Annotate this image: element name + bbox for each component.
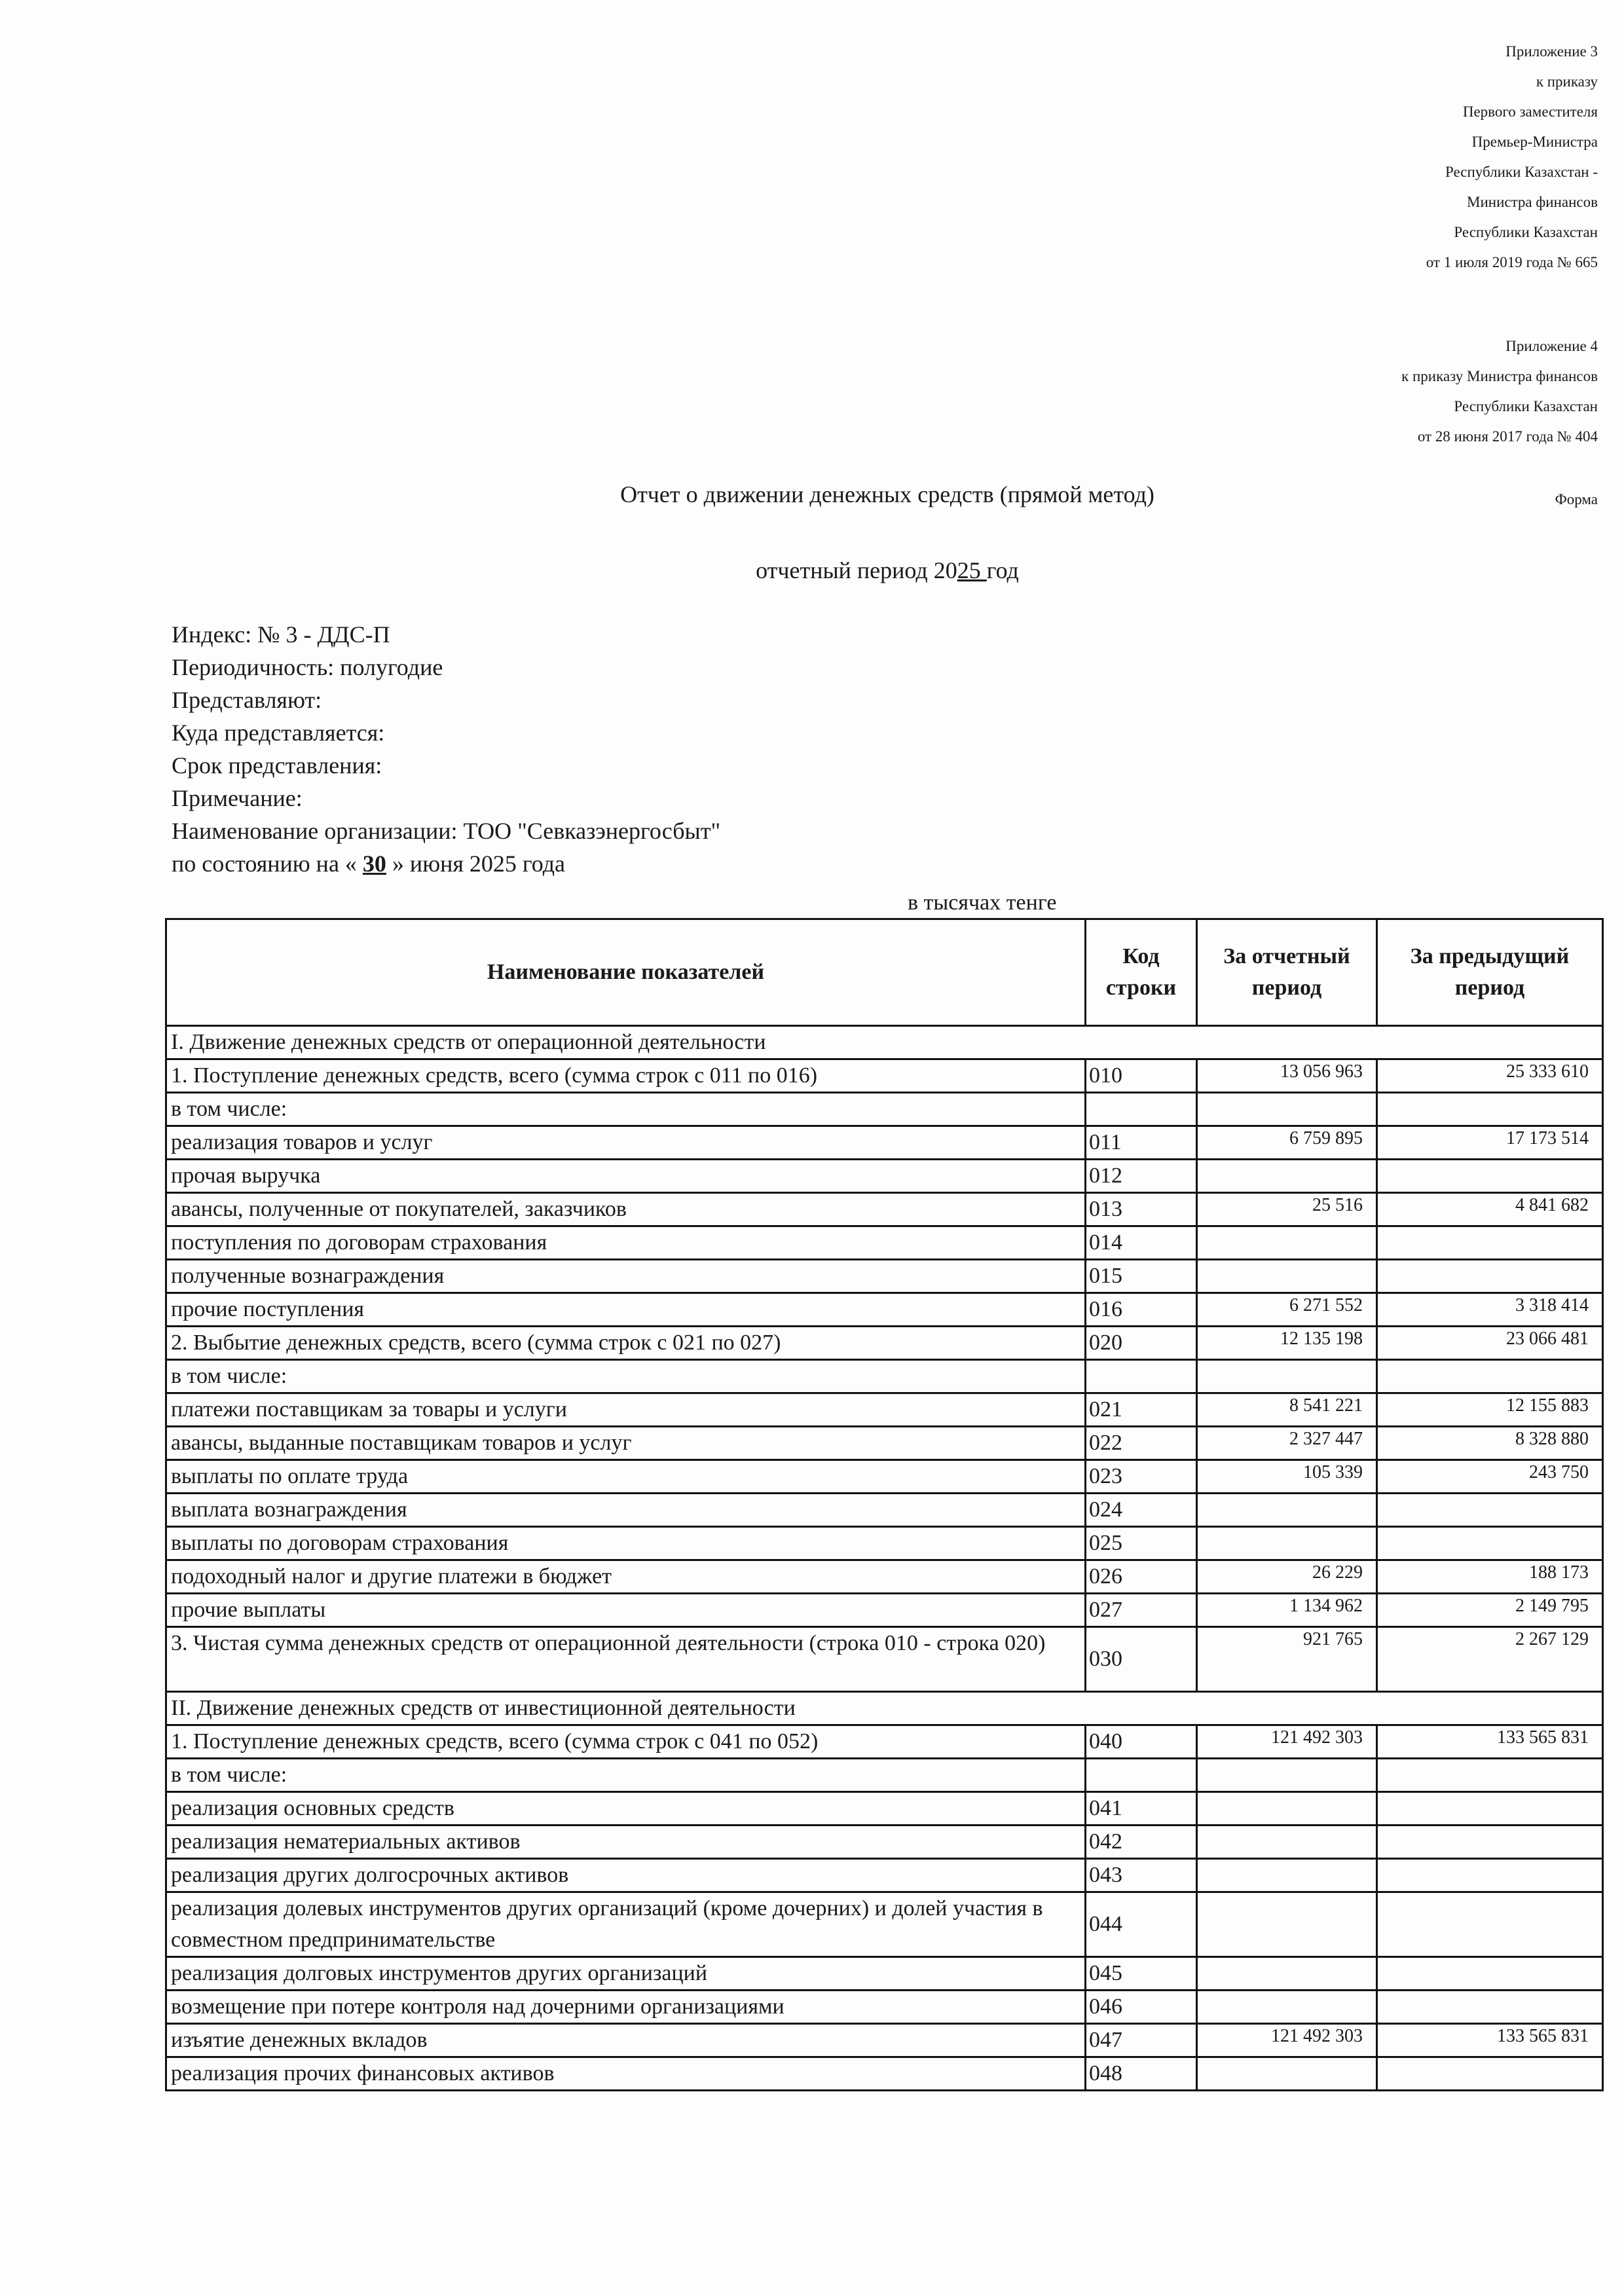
row-code: 012	[1086, 1160, 1197, 1193]
table-row	[166, 1126, 1603, 1160]
annex-3-line: Министра финансов	[1467, 194, 1598, 210]
row-current-value: 121 492 303	[1197, 1725, 1377, 1759]
row-current-value	[1197, 1792, 1377, 1826]
meta-date	[172, 847, 720, 880]
row-current-value: 8 541 221	[1197, 1393, 1377, 1427]
row-current-value: 25 516	[1197, 1193, 1377, 1226]
row-label: прочие поступления	[166, 1293, 1086, 1327]
row-code: 013	[1086, 1193, 1197, 1226]
meta-organization: Наименование организации: ТОО "Севказэнергосбыт"	[172, 818, 721, 844]
row-previous-value	[1377, 1226, 1603, 1260]
row-label: поступления по договорам страхования	[166, 1226, 1086, 1260]
row-label: реализация других долгосрочных активов	[166, 1859, 1086, 1892]
row-current-value	[1197, 1494, 1377, 1527]
row-previous-value	[1377, 1892, 1603, 1957]
row-previous-value	[1377, 1826, 1603, 1859]
row-current-value	[1197, 1160, 1377, 1193]
row-previous-value: 2 267 129	[1377, 1627, 1603, 1692]
header-previous: За предыдущий период	[1377, 919, 1603, 1026]
row-code: 011	[1086, 1126, 1197, 1160]
row-code: 043	[1086, 1859, 1197, 1892]
report-period	[0, 557, 1624, 584]
row-code: 015	[1086, 1260, 1197, 1293]
row-current-value: 921 765	[1197, 1627, 1377, 1692]
row-current-value: 6 759 895	[1197, 1126, 1377, 1160]
table-row	[166, 1892, 1603, 1957]
meta-periodicity: Периодичность: полугодие	[172, 654, 443, 680]
row-current-value: 2 327 447	[1197, 1427, 1377, 1460]
row-code: 044	[1086, 1892, 1197, 1957]
row-previous-value: 133 565 831	[1377, 2024, 1603, 2057]
row-current-value: 26 229	[1197, 1560, 1377, 1594]
table-row	[166, 1427, 1603, 1460]
row-label: реализация основных средств	[166, 1792, 1086, 1826]
row-label: в том числе:	[166, 1093, 1086, 1126]
row-code: 027	[1086, 1594, 1197, 1627]
row-previous-value: 3 318 414	[1377, 1293, 1603, 1327]
cash-flow-table	[165, 918, 1604, 2091]
row-code: 042	[1086, 1826, 1197, 1859]
period-prefix: отчетный период 20	[756, 557, 957, 583]
row-label: полученные вознаграждения	[166, 1260, 1086, 1293]
table-row	[166, 1826, 1603, 1859]
meta-note: Примечание:	[172, 785, 303, 811]
row-code: 023	[1086, 1460, 1197, 1494]
date-suffix: » июня 2025 года	[392, 851, 566, 877]
row-label: реализация долговых инструментов других организаций	[166, 1957, 1086, 1991]
table-row	[166, 1093, 1603, 1126]
row-label: возмещение при потере контроля над дочерними организациями	[166, 1991, 1086, 2024]
date-day: 30	[362, 851, 386, 877]
annex-3-line: Премьер-Министра	[1471, 134, 1598, 150]
header-code: Код строки	[1086, 919, 1197, 1026]
row-label: в том числе:	[166, 1360, 1086, 1393]
report-meta	[172, 618, 720, 880]
row-previous-value: 243 750	[1377, 1460, 1603, 1494]
row-current-value: 13 056 963	[1197, 1059, 1377, 1093]
table-row	[166, 1059, 1603, 1093]
row-current-value: 6 271 552	[1197, 1293, 1377, 1327]
annex-4-line: Приложение 4	[1505, 338, 1598, 354]
row-previous-value	[1377, 1792, 1603, 1826]
row-label: авансы, выданные поставщикам товаров и услуг	[166, 1427, 1086, 1460]
table-row	[166, 2024, 1603, 2057]
meta-submitters: Представляют:	[172, 687, 322, 713]
table-row	[166, 1792, 1603, 1826]
table-row	[166, 1360, 1603, 1393]
form-label: Форма	[1555, 491, 1598, 507]
row-current-value	[1197, 1360, 1377, 1393]
row-label: реализация товаров и услуг	[166, 1126, 1086, 1160]
row-previous-value	[1377, 2057, 1603, 2091]
row-label: выплаты по договорам страхования	[166, 1527, 1086, 1560]
table-row	[166, 1991, 1603, 2024]
annex-4-line: Республики Казахстан	[1454, 398, 1598, 414]
table-row	[166, 1327, 1603, 1360]
row-previous-value	[1377, 1991, 1603, 2024]
row-current-value	[1197, 1527, 1377, 1560]
header-current: За отчетный период	[1197, 919, 1377, 1026]
row-label: реализация долевых инструментов других организаций (кроме дочерних) и долей участия в совместном предпринимательстве	[166, 1892, 1086, 1957]
row-current-value	[1197, 1826, 1377, 1859]
row-previous-value: 4 841 682	[1377, 1193, 1603, 1226]
annex-3-line: от 1 июля 2019 года № 665	[1426, 254, 1598, 270]
annex-3-block	[1426, 37, 1598, 278]
row-previous-value: 17 173 514	[1377, 1126, 1603, 1160]
row-previous-value: 23 066 481	[1377, 1327, 1603, 1360]
row-label: 3. Чистая сумма денежных средств от операционной деятельности (строка 010 - строка 020)	[166, 1627, 1086, 1692]
row-current-value: 121 492 303	[1197, 2024, 1377, 2057]
table-row	[166, 1460, 1603, 1494]
table-row	[166, 1293, 1603, 1327]
table-row	[166, 1594, 1603, 1627]
period-suffix: год	[986, 557, 1019, 583]
row-label: прочие выплаты	[166, 1594, 1086, 1627]
row-code: 016	[1086, 1293, 1197, 1327]
row-current-value	[1197, 1093, 1377, 1126]
annex-3-line: Республики Казахстан -	[1445, 164, 1598, 180]
date-prefix: по состоянию на «	[172, 851, 357, 877]
row-code: 026	[1086, 1560, 1197, 1594]
row-current-value	[1197, 1991, 1377, 2024]
row-code: 046	[1086, 1991, 1197, 2024]
row-previous-value	[1377, 1759, 1603, 1792]
annex-3-line: Первого заместителя	[1462, 103, 1598, 120]
row-current-value: 12 135 198	[1197, 1327, 1377, 1360]
row-previous-value	[1377, 1160, 1603, 1193]
annex-3-line: к приказу	[1536, 73, 1598, 90]
row-current-value	[1197, 1759, 1377, 1792]
table-row	[166, 1560, 1603, 1594]
row-current-value: 1 134 962	[1197, 1594, 1377, 1627]
row-code: 041	[1086, 1792, 1197, 1826]
row-label: реализация нематериальных активов	[166, 1826, 1086, 1859]
row-code	[1086, 1360, 1197, 1393]
annex-4-line: к приказу Министра финансов	[1401, 368, 1598, 384]
table-row	[166, 1260, 1603, 1293]
row-code: 014	[1086, 1226, 1197, 1260]
row-label: изъятие денежных вкладов	[166, 2024, 1086, 2057]
row-label: платежи поставщикам за товары и услуги	[166, 1393, 1086, 1427]
table-row	[166, 1759, 1603, 1792]
meta-index: Индекс: № 3 - ДДС-П	[172, 621, 390, 648]
meta-where: Куда представляется:	[172, 720, 385, 746]
row-label: 1. Поступление денежных средств, всего (сумма строк с 011 по 016)	[166, 1059, 1086, 1093]
table-row	[166, 1226, 1603, 1260]
row-current-value	[1197, 2057, 1377, 2091]
section-title: II. Движение денежных средств от инвестиционной деятельности	[166, 1692, 1603, 1725]
table-row	[166, 1957, 1603, 1991]
row-code: 022	[1086, 1427, 1197, 1460]
row-current-value	[1197, 1859, 1377, 1892]
row-code: 010	[1086, 1059, 1197, 1093]
table-body	[166, 1026, 1603, 2091]
row-current-value	[1197, 1226, 1377, 1260]
row-previous-value: 8 328 880	[1377, 1427, 1603, 1460]
table-header-row	[166, 919, 1603, 1026]
row-code: 025	[1086, 1527, 1197, 1560]
table-row	[166, 1160, 1603, 1193]
row-code: 048	[1086, 2057, 1197, 2091]
row-previous-value	[1377, 1494, 1603, 1527]
table-row	[166, 1725, 1603, 1759]
row-previous-value: 12 155 883	[1377, 1393, 1603, 1427]
row-previous-value	[1377, 1260, 1603, 1293]
table-row	[166, 2057, 1603, 2091]
row-previous-value	[1377, 1859, 1603, 1892]
units-label: в тысячах тенге	[908, 890, 1057, 915]
section-row	[166, 1692, 1603, 1725]
row-previous-value: 25 333 610	[1377, 1059, 1603, 1093]
row-previous-value: 188 173	[1377, 1560, 1603, 1594]
table-row	[166, 1393, 1603, 1427]
row-current-value	[1197, 1892, 1377, 1957]
header-name: Наименование показателей	[166, 919, 1086, 1026]
annex-4-block	[1401, 331, 1598, 452]
annex-3-line: Приложение 3	[1505, 43, 1598, 60]
period-year: 25	[957, 557, 987, 583]
annex-3-line: Республики Казахстан	[1454, 224, 1598, 240]
row-code: 021	[1086, 1393, 1197, 1427]
row-previous-value	[1377, 1957, 1603, 1991]
row-previous-value: 2 149 795	[1377, 1594, 1603, 1627]
row-current-value	[1197, 1957, 1377, 1991]
row-label: 1. Поступление денежных средств, всего (сумма строк с 041 по 052)	[166, 1725, 1086, 1759]
table-row	[166, 1627, 1603, 1692]
row-label: реализация прочих финансовых активов	[166, 2057, 1086, 2091]
row-label: в том числе:	[166, 1759, 1086, 1792]
row-code: 040	[1086, 1725, 1197, 1759]
row-label: прочая выручка	[166, 1160, 1086, 1193]
row-code: 020	[1086, 1327, 1197, 1360]
row-code: 030	[1086, 1627, 1197, 1692]
row-label: авансы, полученные от покупателей, заказчиков	[166, 1193, 1086, 1226]
row-previous-value	[1377, 1360, 1603, 1393]
row-code: 024	[1086, 1494, 1197, 1527]
row-label: 2. Выбытие денежных средств, всего (сумма строк с 021 по 027)	[166, 1327, 1086, 1360]
section-row	[166, 1026, 1603, 1059]
table-row	[166, 1494, 1603, 1527]
row-code: 047	[1086, 2024, 1197, 2057]
row-label: подоходный налог и другие платежи в бюджет	[166, 1560, 1086, 1594]
row-code: 045	[1086, 1957, 1197, 1991]
table-row	[166, 1859, 1603, 1892]
row-previous-value	[1377, 1527, 1603, 1560]
row-label: выплаты по оплате труда	[166, 1460, 1086, 1494]
row-previous-value: 133 565 831	[1377, 1725, 1603, 1759]
row-previous-value	[1377, 1093, 1603, 1126]
row-code	[1086, 1759, 1197, 1792]
meta-deadline: Срок представления:	[172, 752, 382, 779]
table-row	[166, 1527, 1603, 1560]
report-title: Отчет о движении денежных средств (прямой метод)	[620, 481, 1154, 507]
row-current-value: 105 339	[1197, 1460, 1377, 1494]
section-title: I. Движение денежных средств от операционной деятельности	[166, 1026, 1603, 1059]
annex-4-line: от 28 июня 2017 года № 404	[1417, 428, 1598, 445]
row-current-value	[1197, 1260, 1377, 1293]
table-row	[166, 1193, 1603, 1226]
row-code	[1086, 1093, 1197, 1126]
row-label: выплата вознаграждения	[166, 1494, 1086, 1527]
